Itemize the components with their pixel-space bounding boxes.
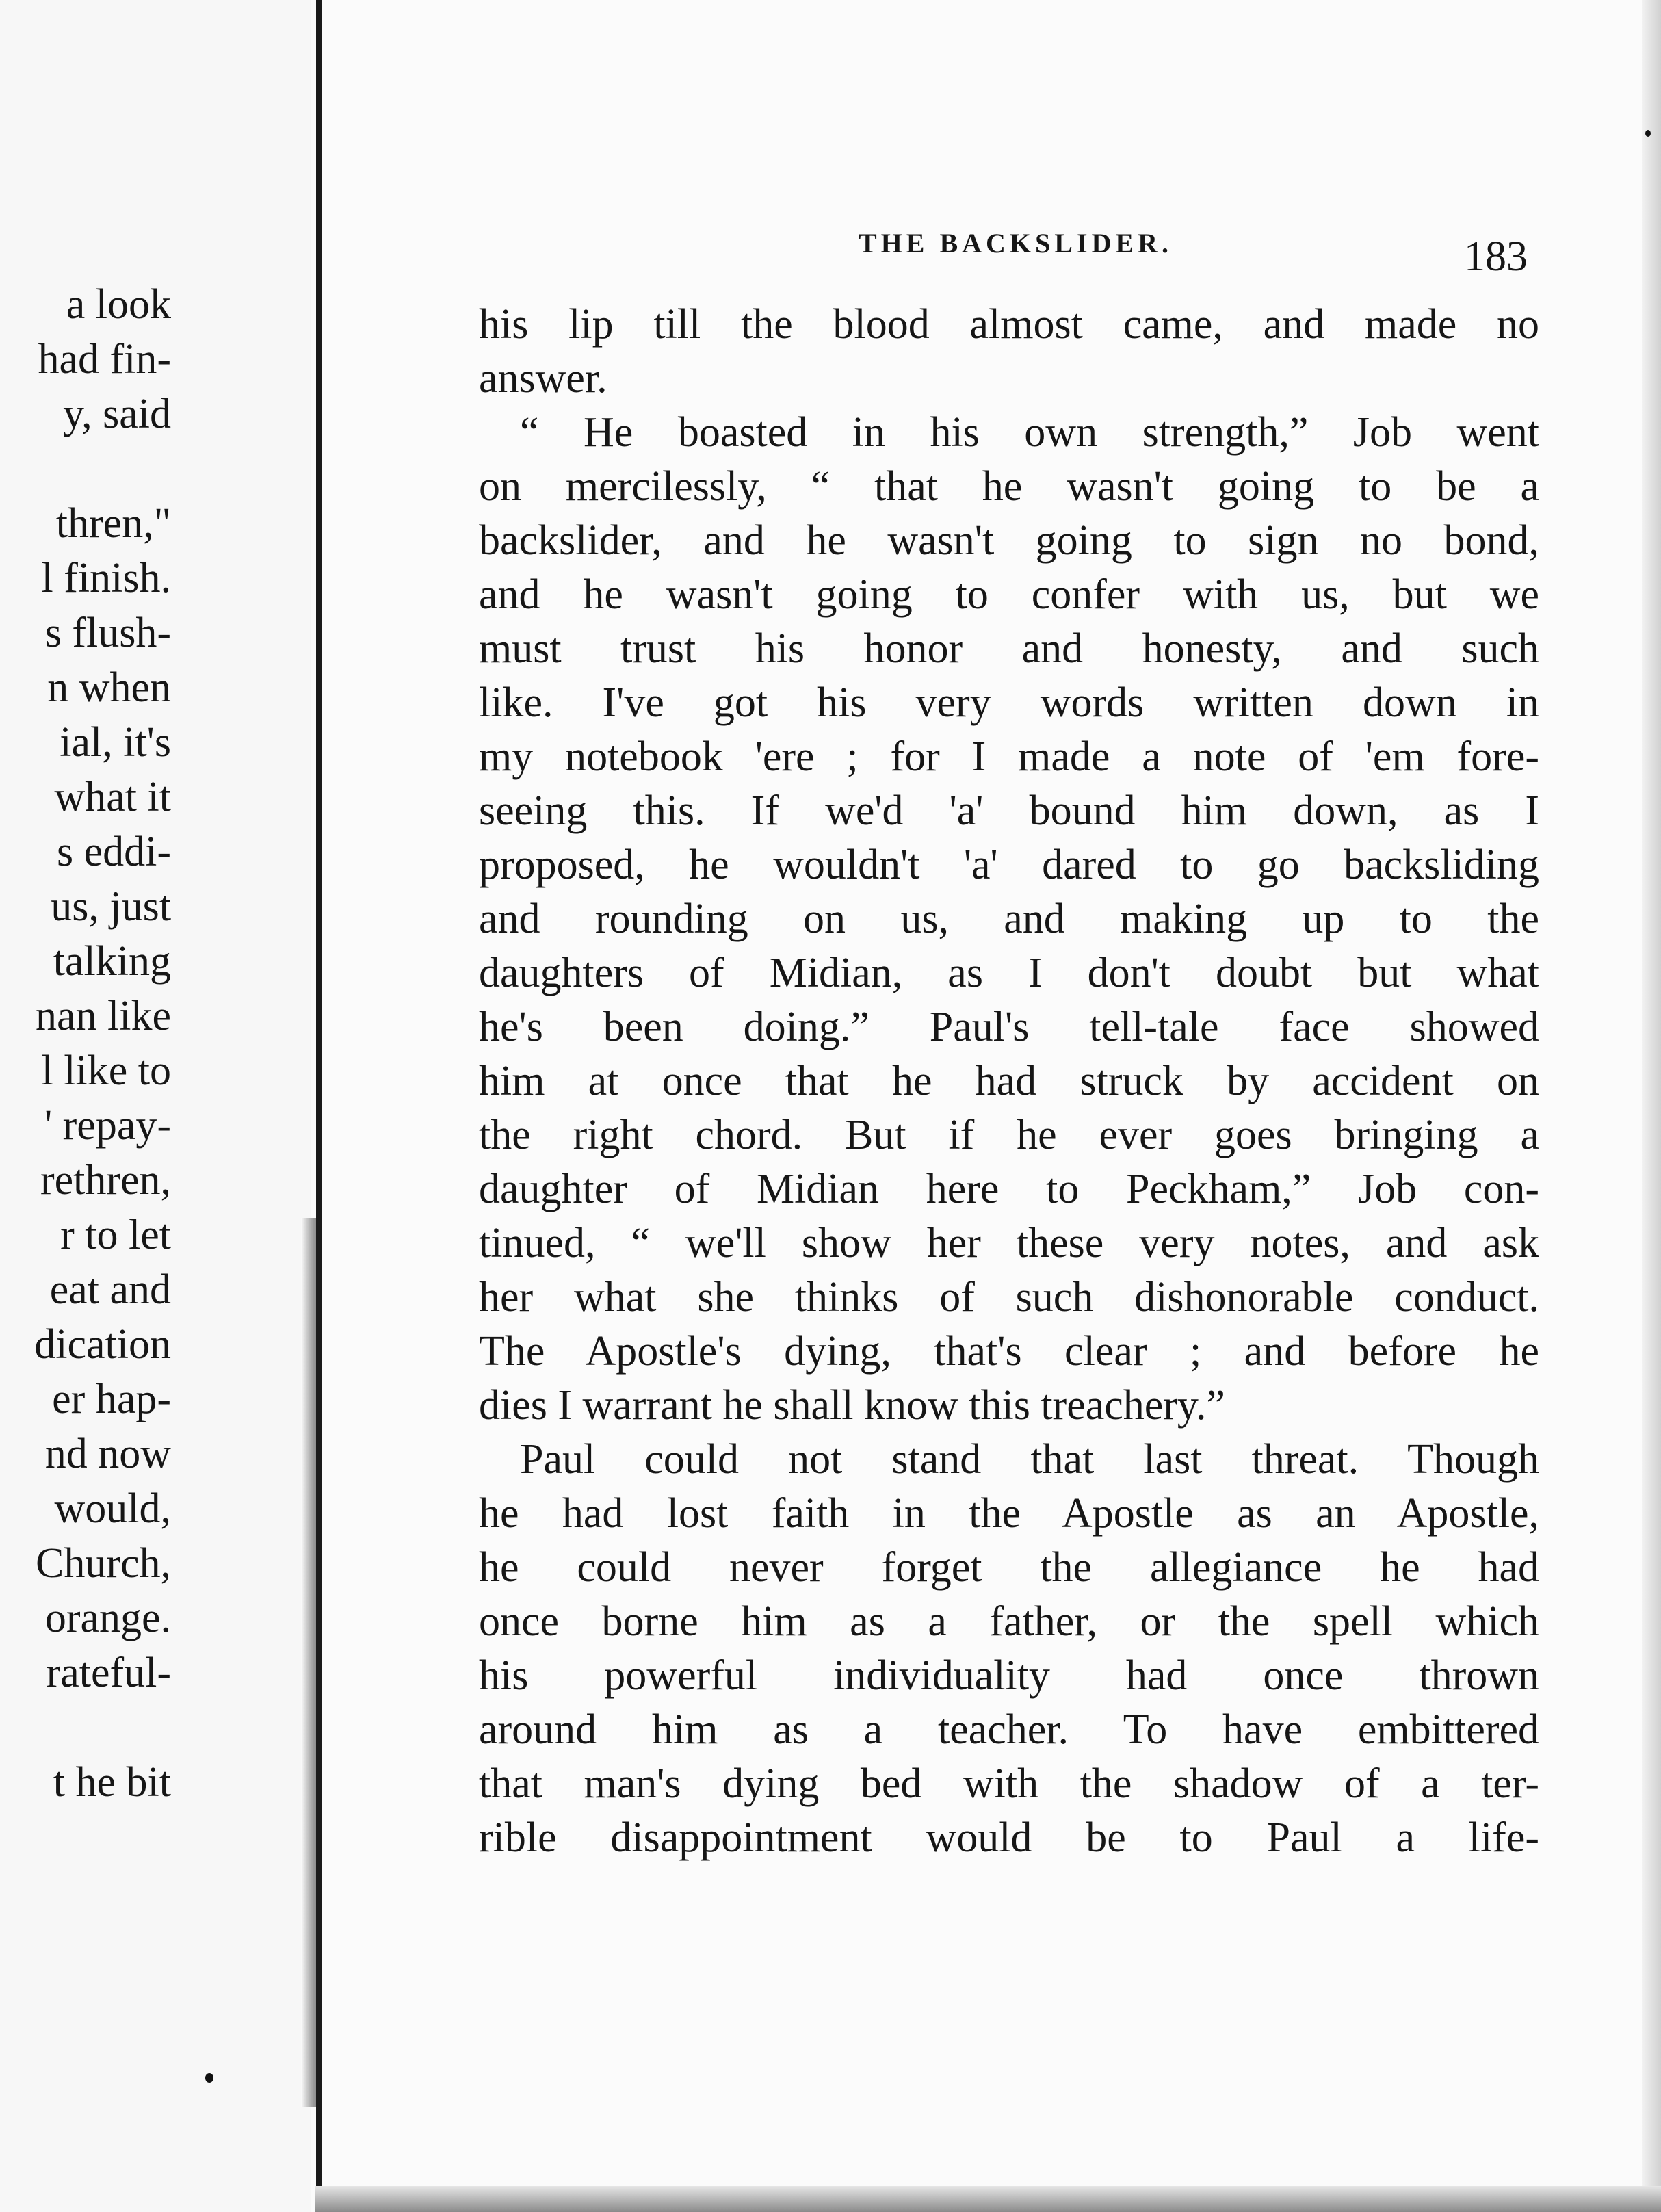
left-page-line: ' repay-: [44, 1102, 171, 1149]
text-line: around him as a teacher. To have embittered: [479, 1706, 1539, 1753]
text-line: Paul could not stand that last threat. Though: [520, 1436, 1539, 1483]
left-page-line: had fin-: [38, 336, 171, 382]
left-page-line: l finish.: [41, 555, 171, 601]
bottom-page-edge: [315, 2186, 1661, 2212]
text-line: backslider, and he wasn't going to sign no bond,: [479, 517, 1539, 564]
text-line: “ He boasted in his own strength,” Job went: [520, 409, 1539, 456]
left-page-line: s flush-: [44, 610, 171, 656]
text-line: that man's dying bed with the shadow of a ter-: [479, 1760, 1539, 1807]
left-page-line: orange.: [44, 1595, 171, 1641]
right-page-edge: [1642, 0, 1661, 2212]
left-page-line: t he bit: [53, 1759, 171, 1806]
text-line: daughters of Midian, as I don't doubt but what: [479, 950, 1539, 996]
text-line: rible disappointment would be to Paul a life-: [479, 1814, 1539, 1861]
left-page-line: nd now: [44, 1431, 171, 1477]
left-page-line: eat and: [49, 1266, 171, 1313]
text-line: daughter of Midian here to Peckham,” Job con-: [479, 1166, 1539, 1212]
left-page-line: er hap-: [52, 1376, 171, 1422]
text-line: on mercilessly, “ that he wasn't going to be a: [479, 463, 1539, 510]
text-line: The Apostle's dying, that's clear ; and before he: [479, 1328, 1539, 1375]
text-line: his powerful individuality had once thrown: [479, 1652, 1539, 1699]
running-head: THE BACKSLIDER.: [859, 228, 1173, 259]
left-page-line: nan like: [36, 993, 171, 1039]
ink-speck: [1645, 130, 1651, 137]
text-line: he's been doing.” Paul's tell-tale face showed: [479, 1004, 1539, 1050]
text-line: seeing this. If we'd 'a' bound him down, as I: [479, 788, 1539, 834]
text-line: he could never forget the allegiance he had: [479, 1544, 1539, 1591]
left-page-line: y, said: [63, 391, 171, 437]
left-page-line: what it: [54, 774, 171, 820]
text-line: his lip till the blood almost came, and made no: [479, 301, 1539, 348]
text-line: her what she thinks of such dishonorable conduct.: [479, 1274, 1539, 1320]
left-page-line: Church,: [35, 1540, 171, 1587]
left-page-line: l like to: [41, 1048, 171, 1094]
left-page-line: a look: [66, 281, 171, 328]
left-page-line: rethren,: [40, 1157, 171, 1203]
text-line: the right chord. But if he ever goes bringing a: [479, 1112, 1539, 1158]
left-page-line: us, just: [51, 883, 171, 930]
page-number: 183: [1464, 233, 1528, 280]
left-page-line: n when: [47, 664, 171, 711]
text-line: him at once that he had struck by accident on: [479, 1058, 1539, 1104]
left-page-fragment: [0, 0, 311, 2212]
page-gutter-line: [316, 0, 322, 2212]
left-page-line: dication: [34, 1321, 171, 1368]
text-line: answer.: [479, 355, 607, 402]
left-page-line: ial, it's: [60, 719, 171, 766]
text-line: and rounding on us, and making up to the: [479, 896, 1539, 942]
text-line: my notebook 'ere ; for I made a note of 'em fore-: [479, 733, 1539, 780]
text-line: tinued, “ we'll show her these very notes, and ask: [479, 1220, 1539, 1266]
text-line: and he wasn't going to confer with us, but we: [479, 571, 1539, 618]
text-line: once borne him as a father, or the spell which: [479, 1598, 1539, 1645]
text-line: like. I've got his very words written down in: [479, 679, 1539, 726]
left-page-line: r to let: [60, 1212, 171, 1258]
left-page-line: thren,": [55, 500, 171, 547]
left-page-line: would,: [54, 1485, 171, 1532]
text-line: proposed, he wouldn't 'a' dared to go backsliding: [479, 842, 1539, 888]
ink-speck: [205, 2073, 213, 2083]
left-page-line: rateful-: [46, 1650, 171, 1696]
left-page-line: s eddi-: [56, 829, 171, 875]
text-line: dies I warrant he shall know this treachery.”: [479, 1382, 1225, 1429]
page-body-text: [479, 298, 1539, 1865]
text-line: he had lost faith in the Apostle as an Apostle,: [479, 1490, 1539, 1537]
left-page-line: talking: [53, 938, 171, 985]
text-line: must trust his honor and honesty, and such: [479, 625, 1539, 672]
